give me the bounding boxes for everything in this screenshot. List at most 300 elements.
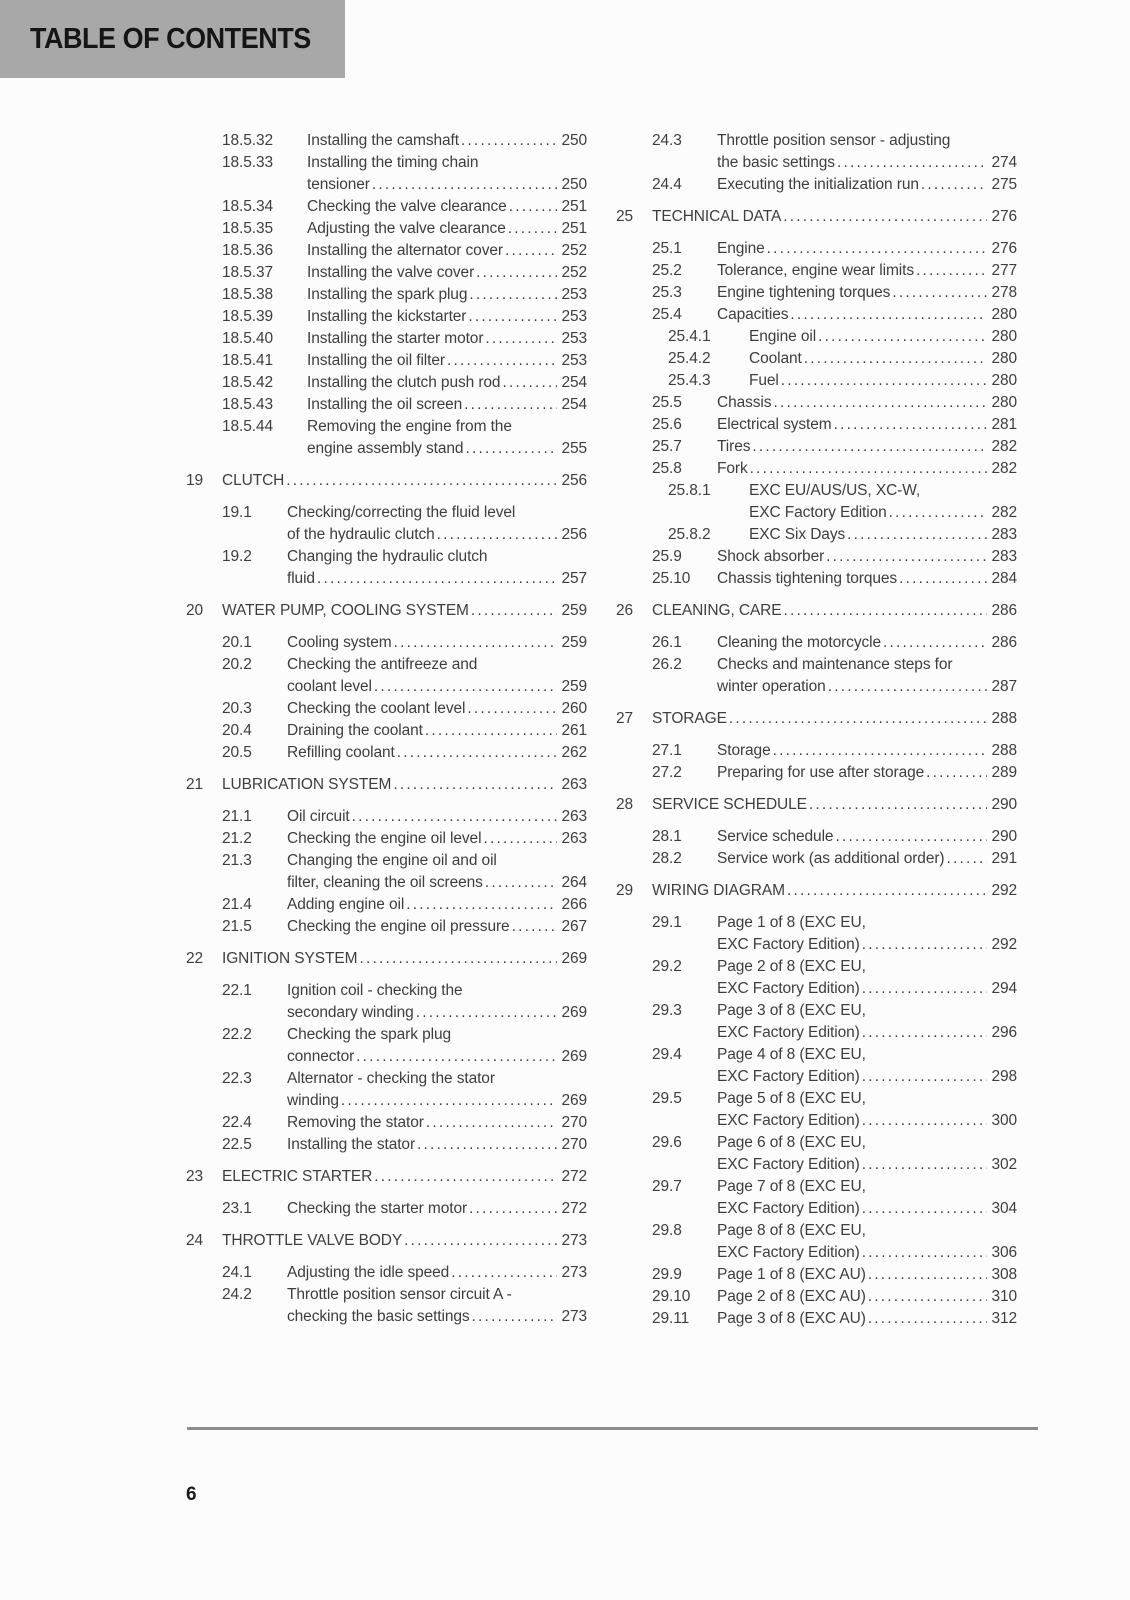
toc-entry-body: [717, 130, 1017, 174]
toc-entry-body: [717, 568, 1017, 590]
toc-entry-number: 22.5: [222, 1136, 252, 1153]
toc-entry-page: 278: [991, 284, 1017, 301]
toc-entry-body: [717, 740, 1017, 762]
toc-entry-last-line: [717, 934, 1017, 956]
toc-entry-number: 29.6: [652, 1134, 682, 1151]
toc-entry-title: STORAGE: [652, 710, 727, 727]
toc-entry-body: [749, 348, 1017, 370]
toc-entry-title: LUBRICATION SYSTEM: [222, 776, 392, 793]
toc-entry-page: 288: [991, 742, 1017, 759]
toc-entry-page: 255: [561, 440, 587, 457]
toc-entry-body: [222, 774, 587, 796]
toc-entry-page: 269: [561, 1092, 587, 1109]
toc-entry-number: 29.9: [652, 1266, 682, 1283]
toc-entry-number: 28: [616, 796, 634, 813]
toc-entry[interactable]: [616, 282, 1017, 304]
toc-entry-page: 282: [991, 504, 1017, 521]
toc-entry[interactable]: [616, 524, 1017, 546]
toc-entry[interactable]: [186, 742, 587, 764]
toc-entry-page: 250: [561, 132, 587, 149]
toc-entry[interactable]: [186, 948, 587, 970]
toc-entry-title: EXC Factory Edition): [717, 1156, 860, 1173]
toc-dot-leader: [350, 806, 558, 828]
toc-entry-title-line: Page 3 of 8 (EXC EU,: [717, 1002, 866, 1019]
toc-entry-page: 250: [561, 176, 587, 193]
toc-entry[interactable]: [186, 152, 587, 196]
toc-entry[interactable]: [616, 238, 1017, 260]
toc-entry-number: 29.11: [652, 1310, 690, 1327]
toc-entry-number: 29.7: [652, 1178, 682, 1195]
toc-entry-title: EXC Factory Edition): [717, 1200, 860, 1217]
toc-entry-page: 308: [991, 1266, 1017, 1283]
toc-entry-title: Checking the engine oil pressure: [287, 918, 510, 935]
toc-entry-number: 24: [186, 1232, 204, 1249]
toc-entry[interactable]: [186, 284, 587, 306]
toc-entry-last-line: [307, 438, 587, 460]
toc-entry-last-line: [717, 740, 1017, 762]
toc-entry[interactable]: [616, 1286, 1017, 1308]
toc-dot-leader: [807, 794, 988, 816]
toc-entry[interactable]: [616, 348, 1017, 370]
toc-entry-body: [717, 1176, 1017, 1220]
toc-entry-number: 25.5: [652, 394, 682, 411]
toc-entry-body: [717, 1132, 1017, 1176]
toc-entry-title: Installing the spark plug: [307, 286, 468, 303]
toc-entry-number: 20: [186, 602, 204, 619]
toc-entry[interactable]: [616, 708, 1017, 730]
toc-dot-leader: [782, 600, 988, 622]
toc-entry-title: Storage: [717, 742, 771, 759]
toc-entry[interactable]: [186, 828, 587, 850]
toc-entry[interactable]: [616, 130, 1017, 174]
toc-entry[interactable]: [616, 1132, 1017, 1176]
toc-entry-title: Draining the coolant: [287, 722, 423, 739]
toc-entry-number: 18.5.36: [222, 242, 274, 259]
toc-entry[interactable]: [616, 1220, 1017, 1264]
toc-dot-leader: [832, 414, 988, 436]
toc-entry-page: 273: [561, 1264, 587, 1281]
toc-entry-page: 269: [561, 950, 587, 967]
toc-entry-title: Engine oil: [749, 328, 817, 345]
toc-entry-last-line: [287, 894, 587, 916]
toc-entry-page: 294: [991, 980, 1017, 997]
toc-entry-number: 18.5.37: [222, 264, 274, 281]
toc-entry-body: [287, 1134, 587, 1156]
toc-entry-number: 18.5.40: [222, 330, 274, 347]
toc-entry[interactable]: [186, 774, 587, 796]
toc-entry[interactable]: [186, 306, 587, 328]
toc-entry-number: 18.5.38: [222, 286, 274, 303]
toc-entry[interactable]: [186, 632, 587, 654]
toc-entry-number: 29.4: [652, 1046, 682, 1063]
toc-entry-body: [652, 794, 1017, 816]
toc-entry-body: [717, 260, 1017, 282]
toc-entry[interactable]: [616, 880, 1017, 902]
toc-entry[interactable]: [186, 196, 587, 218]
toc-entry-title: Service work (as additional order): [717, 850, 945, 867]
toc-dot-leader: [423, 720, 558, 742]
toc-dot-leader: [779, 370, 988, 392]
toc-entry-last-line: [222, 1230, 587, 1252]
toc-entry[interactable]: [616, 912, 1017, 956]
table-of-contents: [186, 130, 1017, 1330]
toc-entry-last-line: [652, 880, 1017, 902]
toc-dot-leader: [435, 524, 558, 546]
toc-entry[interactable]: [616, 174, 1017, 196]
toc-entry[interactable]: [616, 260, 1017, 282]
toc-entry[interactable]: [616, 206, 1017, 228]
toc-entry-body: [717, 1286, 1017, 1308]
toc-dot-leader: [727, 708, 988, 730]
toc-entry-body: [222, 948, 587, 970]
toc-entry[interactable]: [186, 1284, 587, 1328]
toc-entry[interactable]: [186, 394, 587, 416]
toc-entry[interactable]: [186, 240, 587, 262]
toc-dot-leader: [445, 350, 558, 372]
toc-entry[interactable]: [616, 326, 1017, 348]
toc-entry-title-line: Alternator - checking the stator: [287, 1070, 495, 1087]
toc-dot-leader: [845, 524, 987, 546]
toc-dot-leader: [788, 304, 987, 326]
toc-entry-title: Electrical system: [717, 416, 832, 433]
toc-entry-last-line: [717, 1066, 1017, 1088]
toc-entry-page: 281: [991, 416, 1017, 433]
toc-entry[interactable]: [186, 130, 587, 152]
toc-entry-page: 312: [991, 1310, 1017, 1327]
toc-entry-body: [222, 600, 587, 622]
toc-entry[interactable]: [186, 502, 587, 546]
toc-entry-number: 29.5: [652, 1090, 682, 1107]
toc-entry-title: Chassis: [717, 394, 772, 411]
toc-entry[interactable]: [186, 1166, 587, 1188]
toc-entry-page: 286: [991, 602, 1017, 619]
toc-entry-number: 28.2: [652, 850, 682, 867]
toc-entry-body: [749, 480, 1017, 524]
toc-entry[interactable]: [616, 654, 1017, 698]
toc-entry-title: tensioner: [307, 176, 370, 193]
toc-entry[interactable]: [616, 1308, 1017, 1330]
toc-entry-page: 261: [561, 722, 587, 739]
toc-entry-last-line: [717, 260, 1017, 282]
toc-entry[interactable]: [186, 698, 587, 720]
toc-entry-page: 302: [991, 1156, 1017, 1173]
toc-entry-body: [287, 1198, 587, 1220]
toc-dot-leader: [507, 196, 558, 218]
toc-entry[interactable]: [616, 370, 1017, 392]
toc-entry[interactable]: [616, 1264, 1017, 1286]
toc-entry[interactable]: [186, 416, 587, 460]
toc-entry-title: Engine: [717, 240, 765, 257]
toc-entry-number: 25.4: [652, 306, 682, 323]
toc-entry-last-line: [652, 794, 1017, 816]
toc-entry[interactable]: [616, 956, 1017, 1000]
toc-dot-leader: [866, 1308, 988, 1330]
toc-entry-number: 25.3: [652, 284, 682, 301]
toc-entry-title: IGNITION SYSTEM: [222, 950, 358, 967]
toc-entry[interactable]: [616, 632, 1017, 654]
toc-entry[interactable]: [616, 568, 1017, 590]
toc-entry-page: 304: [991, 1200, 1017, 1217]
toc-entry-body: [307, 306, 587, 328]
toc-entry-body: [287, 742, 587, 764]
toc-entry-last-line: [717, 1110, 1017, 1132]
toc-dot-leader: [944, 848, 987, 870]
toc-entry[interactable]: [616, 546, 1017, 568]
toc-entry-number: 25.9: [652, 548, 682, 565]
toc-dot-leader: [924, 762, 987, 784]
toc-dot-leader: [415, 1134, 557, 1156]
toc-entry-page: 310: [991, 1288, 1017, 1305]
toc-entry-page: 280: [991, 372, 1017, 389]
toc-entry-number: 22.4: [222, 1114, 252, 1131]
toc-entry-title: WATER PUMP, COOLING SYSTEM: [222, 602, 469, 619]
toc-entry[interactable]: [616, 414, 1017, 436]
toc-dot-leader: [860, 1022, 988, 1044]
toc-entry[interactable]: [186, 372, 587, 394]
toc-entry[interactable]: [616, 458, 1017, 480]
footer-page-number: 6: [186, 1484, 197, 1505]
toc-entry-number: 25.4.2: [668, 350, 711, 367]
toc-entry-title-line: Throttle position sensor - adjusting: [717, 132, 951, 149]
toc-entry-body: [717, 546, 1017, 568]
toc-entry[interactable]: [616, 1176, 1017, 1220]
toc-entry[interactable]: [616, 600, 1017, 622]
toc-entry-body: [749, 370, 1017, 392]
toc-entry-last-line: [717, 392, 1017, 414]
toc-entry[interactable]: [186, 1068, 587, 1112]
toc-entry-body: [222, 470, 587, 492]
toc-dot-leader: [483, 872, 558, 894]
toc-entry[interactable]: [186, 1262, 587, 1284]
toc-entry-title: Installing the oil screen: [307, 396, 463, 413]
toc-entry-title: Checking the starter motor: [287, 1200, 468, 1217]
toc-entry-number: 29: [616, 882, 634, 899]
toc-entry-last-line: [717, 1308, 1017, 1330]
toc-entry-page: 263: [561, 776, 587, 793]
toc-entry-last-line: [287, 1046, 587, 1068]
toc-entry[interactable]: [186, 1024, 587, 1068]
toc-entry-title-line: Checks and maintenance steps for: [717, 656, 953, 673]
toc-entry-title: SERVICE SCHEDULE: [652, 796, 807, 813]
toc-entry-title: winter operation: [717, 678, 826, 695]
toc-entry[interactable]: [186, 1230, 587, 1252]
toc-entry-title: Capacities: [717, 306, 789, 323]
page-title: TABLE OF CONTENTS: [30, 22, 311, 55]
toc-entry[interactable]: [616, 794, 1017, 816]
toc-entry-number: 21.2: [222, 830, 252, 847]
toc-entry[interactable]: [186, 350, 587, 372]
toc-entry-last-line: [749, 348, 1017, 370]
toc-entry-title: Installing the camshaft: [307, 132, 459, 149]
toc-entry[interactable]: [186, 916, 587, 938]
toc-entry[interactable]: [186, 720, 587, 742]
toc-entry-body: [652, 206, 1017, 228]
toc-entry-last-line: [287, 806, 587, 828]
toc-entry[interactable]: [186, 1134, 587, 1156]
toc-entry-number: 25.8: [652, 460, 682, 477]
toc-entry-last-line: [717, 568, 1017, 590]
toc-entry-page: 272: [561, 1200, 587, 1217]
toc-entry[interactable]: [186, 218, 587, 240]
toc-entry-page: 257: [561, 570, 587, 587]
toc-entry-page: 253: [561, 308, 587, 325]
toc-entry-title-line: Page 2 of 8 (EXC EU,: [717, 958, 866, 975]
toc-entry-number: 27.1: [652, 742, 682, 759]
toc-entry-number: 29.10: [652, 1288, 691, 1305]
toc-entry[interactable]: [186, 894, 587, 916]
toc-entry-title-line: Checking the spark plug: [287, 1026, 451, 1043]
toc-entry-last-line: [307, 218, 587, 240]
toc-entry-title: EXC Factory Edition: [749, 504, 887, 521]
toc-dot-leader: [474, 262, 557, 284]
toc-entry-page: 253: [561, 330, 587, 347]
toc-entry-title: Tolerance, engine wear limits: [717, 262, 914, 279]
toc-entry-title: secondary winding: [287, 1004, 414, 1021]
toc-entry-body: [307, 394, 587, 416]
toc-entry-title: Page 3 of 8 (EXC AU): [717, 1310, 866, 1327]
toc-entry-last-line: [717, 1022, 1017, 1044]
toc-entry-number: 23.1: [222, 1200, 252, 1217]
toc-entry-page: 273: [561, 1308, 587, 1325]
toc-entry-last-line: [307, 130, 587, 152]
toc-entry-number: 26.2: [652, 656, 682, 673]
toc-dot-leader: [391, 774, 557, 796]
toc-entry-title-line: Changing the engine oil and oil: [287, 852, 497, 869]
toc-entry-body: [717, 826, 1017, 848]
toc-entry[interactable]: [616, 436, 1017, 458]
toc-entry-number: 27: [616, 710, 634, 727]
toc-entry-number: 25.2: [652, 262, 682, 279]
toc-entry-number: 21: [186, 776, 204, 793]
toc-entry-title: WIRING DIAGRAM: [652, 882, 785, 899]
toc-entry-last-line: [307, 394, 587, 416]
toc-entry-body: [287, 632, 587, 654]
toc-entry-page: 283: [991, 548, 1017, 565]
toc-dot-leader: [824, 546, 987, 568]
toc-entry-page: 273: [561, 1232, 587, 1249]
toc-entry-page: 264: [561, 874, 587, 891]
toc-entry-body: [307, 416, 587, 460]
toc-entry[interactable]: [616, 1088, 1017, 1132]
toc-dot-leader: [402, 1230, 557, 1252]
toc-entry[interactable]: [186, 470, 587, 492]
toc-entry-number: 18.5.33: [222, 154, 274, 171]
toc-entry-title-line: Throttle position sensor circuit A -: [287, 1286, 512, 1303]
toc-entry-last-line: [652, 206, 1017, 228]
toc-entry-body: [717, 1088, 1017, 1132]
toc-entry-page: 280: [991, 306, 1017, 323]
toc-entry-page: 282: [991, 460, 1017, 477]
toc-entry-last-line: [717, 152, 1017, 174]
toc-entry-number: 29.2: [652, 958, 682, 975]
toc-dot-leader: [914, 260, 987, 282]
toc-entry[interactable]: [616, 1044, 1017, 1088]
toc-entry-title-line: Page 1 of 8 (EXC EU,: [717, 914, 866, 931]
toc-dot-leader: [449, 1262, 557, 1284]
toc-entry-number: 18.5.35: [222, 220, 274, 237]
toc-dot-leader: [765, 238, 988, 260]
toc-entry-title: EXC Factory Edition): [717, 1112, 860, 1129]
toc-entry[interactable]: [616, 762, 1017, 784]
toc-entry-body: [307, 372, 587, 394]
toc-entry-title: EXC Factory Edition): [717, 1024, 860, 1041]
toc-entry-number: 20.4: [222, 722, 252, 739]
toc-entry-last-line: [287, 1090, 587, 1112]
toc-dot-leader: [890, 282, 987, 304]
toc-entry-body: [287, 850, 587, 894]
toc-entry-page: 256: [561, 472, 587, 489]
toc-entry[interactable]: [186, 806, 587, 828]
toc-entry[interactable]: [186, 850, 587, 894]
toc-entry-number: 24.1: [222, 1264, 252, 1281]
toc-dot-leader: [816, 326, 987, 348]
toc-entry-title-line: Checking the antifreeze and: [287, 656, 478, 673]
toc-entry[interactable]: [186, 1112, 587, 1134]
toc-entry-title: Fuel: [749, 372, 779, 389]
toc-entry[interactable]: [186, 980, 587, 1024]
toc-entry-title: Adding engine oil: [287, 896, 405, 913]
toc-entry[interactable]: [616, 826, 1017, 848]
toc-entry-title: engine assembly stand: [307, 440, 464, 457]
toc-right-column: [616, 130, 1017, 1330]
toc-entry-number: 26: [616, 602, 634, 619]
toc-entry-page: 259: [561, 634, 587, 651]
toc-entry-page: 284: [991, 570, 1017, 587]
toc-entry-page: 253: [561, 352, 587, 369]
toc-dot-leader: [802, 348, 988, 370]
toc-entry-last-line: [287, 742, 587, 764]
toc-entry-number: 21.5: [222, 918, 252, 935]
toc-entry-last-line: [287, 568, 587, 590]
toc-entry-last-line: [287, 1112, 587, 1134]
toc-entry-title-line: Installing the timing chain: [307, 154, 479, 171]
toc-dot-leader: [887, 502, 988, 524]
toc-entry[interactable]: [616, 848, 1017, 870]
toc-entry[interactable]: [616, 304, 1017, 326]
toc-entry-page: 274: [991, 154, 1017, 171]
toc-entry[interactable]: [616, 1000, 1017, 1044]
toc-entry-last-line: [287, 1198, 587, 1220]
toc-dot-leader: [459, 130, 558, 152]
toc-dot-leader: [881, 632, 987, 654]
toc-dot-leader: [785, 880, 988, 902]
toc-entry[interactable]: [186, 328, 587, 350]
toc-entry[interactable]: [186, 600, 587, 622]
toc-entry-title: Checking the valve clearance: [307, 198, 507, 215]
toc-entry-body: [307, 240, 587, 262]
toc-dot-leader: [462, 394, 557, 416]
toc-entry[interactable]: [616, 740, 1017, 762]
toc-entry[interactable]: [186, 1198, 587, 1220]
toc-entry[interactable]: [186, 546, 587, 590]
toc-entry[interactable]: [186, 262, 587, 284]
toc-dot-leader: [372, 1166, 557, 1188]
toc-dot-leader: [372, 676, 558, 698]
toc-entry[interactable]: [616, 480, 1017, 524]
toc-entry-last-line: [287, 872, 587, 894]
toc-entry-body: [287, 828, 587, 850]
toc-entry-number: 20.1: [222, 634, 252, 651]
toc-entry-page: 252: [561, 264, 587, 281]
toc-dot-leader: [470, 1306, 558, 1328]
toc-dot-leader: [833, 826, 987, 848]
toc-entry[interactable]: [616, 392, 1017, 414]
toc-entry[interactable]: [186, 654, 587, 698]
toc-entry-body: [287, 546, 587, 590]
toc-entry-last-line: [749, 370, 1017, 392]
toc-dot-leader: [354, 1046, 557, 1068]
toc-entry-body: [287, 1284, 587, 1328]
